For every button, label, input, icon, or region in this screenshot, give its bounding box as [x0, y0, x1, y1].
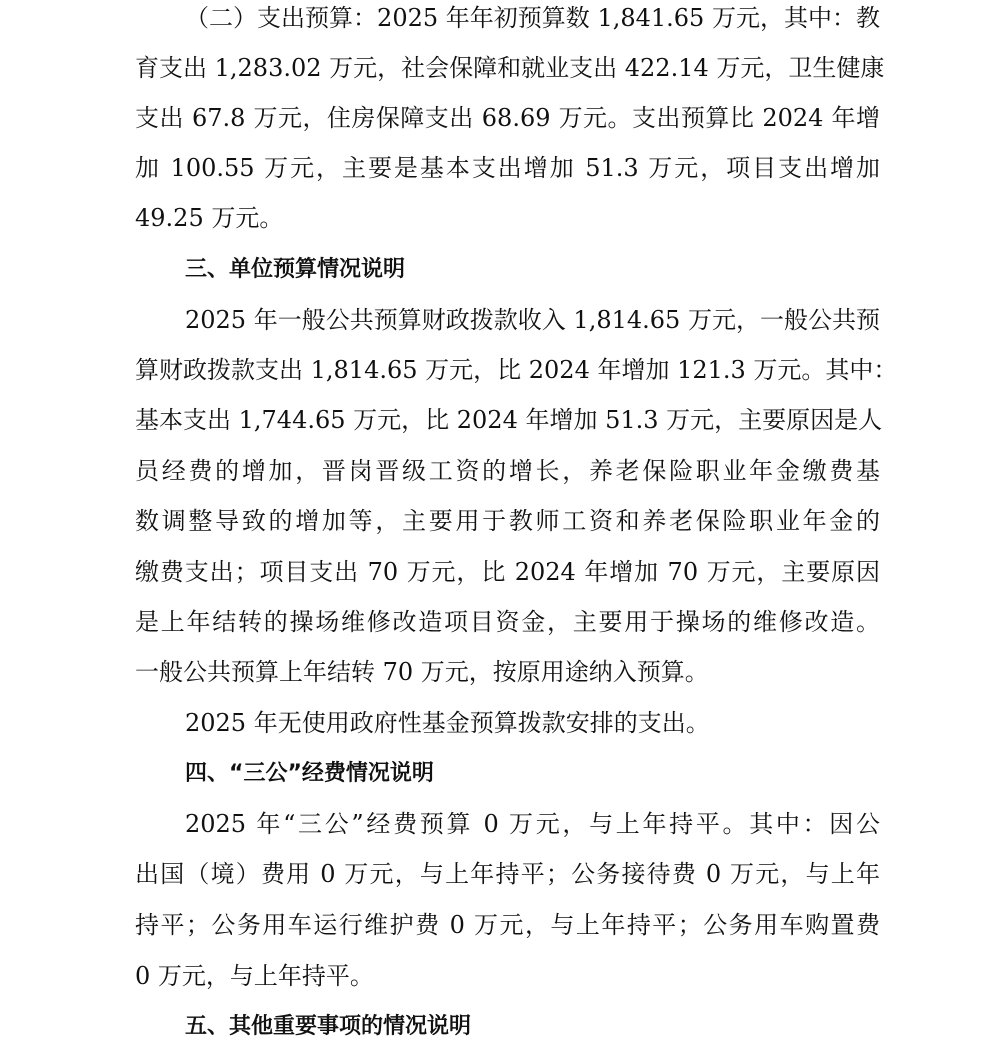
- expenditure-budget-line-3: 支出 67.8 万元，住房保障支出 68.69 万元。支出预算比 2024 年增: [135, 104, 880, 132]
- unit-budget-line-7: 是上年结转的操场维修改造项目资金，主要用于操场的维修改造。: [135, 608, 880, 636]
- government-fund-note: 2025 年无使用政府性基金预算拨款安排的支出。: [185, 709, 710, 737]
- three-public-line-2: 出国（境）费用 0 万元，与上年持平；公务接待费 0 万元，与上年: [135, 860, 880, 888]
- unit-budget-line-5: 数调整导致的增加等，主要用于教师工资和养老保险职业年金的: [135, 507, 880, 535]
- unit-budget-line-6: 缴费支出；项目支出 70 万元，比 2024 年增加 70 万元，主要原因: [135, 558, 880, 586]
- section-heading-other-matters: 五、其他重要事项的情况说明: [185, 1014, 472, 1039]
- unit-budget-line-8: 一般公共预算上年结转 70 万元，按原用途纳入预算。: [135, 658, 709, 686]
- three-public-line-3: 持平；公务用车运行维护费 0 万元，与上年持平；公务用车购置费: [135, 911, 880, 939]
- expenditure-budget-line-1: （二）支出预算：2025 年年初预算数 1,841.65 万元，其中：教: [185, 4, 880, 32]
- unit-budget-line-4: 员经费的增加，晋岗晋级工资的增长，养老保险职业年金缴费基: [135, 457, 880, 485]
- unit-budget-line-1: 2025 年一般公共预算财政拨款收入 1,814.65 万元，一般公共预: [185, 306, 880, 334]
- expenditure-budget-line-2: 育支出 1,283.02 万元，社会保障和就业支出 422.14 万元，卫生健康: [135, 54, 885, 82]
- three-public-line-4: 0 万元，与上年持平。: [135, 962, 374, 990]
- unit-budget-line-2: 算财政拨款支出 1,814.65 万元，比 2024 年增加 121.3 万元。其中：: [135, 356, 898, 384]
- section-heading-three-public: 四、“三公”经费情况说明: [185, 761, 434, 786]
- unit-budget-line-3: 基本支出 1,744.65 万元，比 2024 年增加 51.3 万元，主要原因是人: [135, 406, 883, 434]
- three-public-line-1: 2025 年“三公”经费预算 0 万元，与上年持平。其中：因公: [185, 810, 880, 838]
- expenditure-budget-line-5: 49.25 万元。: [135, 204, 284, 232]
- expenditure-budget-line-4: 加 100.55 万元，主要是基本支出增加 51.3 万元，项目支出增加: [135, 154, 880, 182]
- section-heading-unit-budget: 三、单位预算情况说明: [185, 257, 406, 282]
